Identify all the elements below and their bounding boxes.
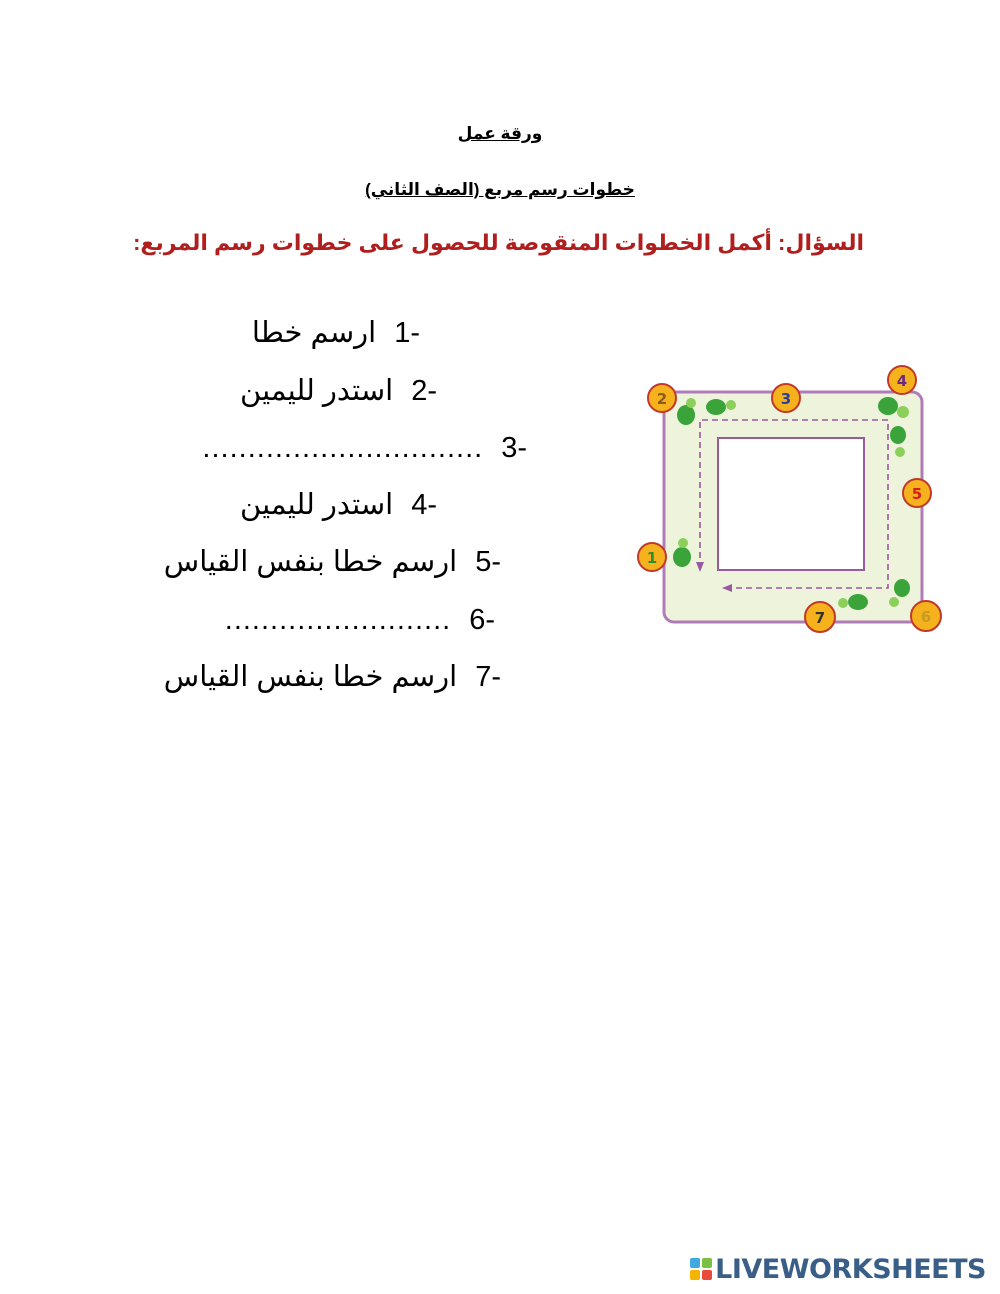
square-path-diagram <box>630 360 950 645</box>
marker-label: 5 <box>911 485 923 503</box>
worksheet-subtitle: خطوات رسم مربع (الصف الثاني) <box>365 180 635 199</box>
liveworksheets-logo-icon <box>690 1258 712 1280</box>
step-number: 3- <box>501 432 527 464</box>
marker-label: 4 <box>896 372 908 390</box>
step-number: 7- <box>475 661 501 693</box>
step-blank[interactable]: ............................... <box>202 432 484 464</box>
step-3[interactable] <box>202 430 527 466</box>
marker-4 <box>888 366 916 394</box>
marker-6 <box>911 601 941 631</box>
marker-label: 3 <box>780 390 792 408</box>
marker-7 <box>805 602 835 632</box>
step-text: ارسم خطا بنفس القياس <box>163 546 458 578</box>
question-text <box>133 230 864 256</box>
step-number: 5- <box>475 546 501 578</box>
step-number: 1- <box>394 317 420 349</box>
step-6[interactable] <box>225 602 495 638</box>
step-number: 2- <box>411 375 437 407</box>
step-text: استدر لليمين <box>240 375 394 407</box>
marker-label: 2 <box>656 390 668 408</box>
marker-1 <box>638 543 666 571</box>
liveworksheets-logo[interactable] <box>690 1252 986 1286</box>
marker-3 <box>772 384 800 412</box>
step-number: 6- <box>469 604 495 636</box>
step-1 <box>252 315 420 351</box>
step-5 <box>164 544 501 580</box>
marker-label: 1 <box>646 549 658 567</box>
worksheet-title: ورقة عمل <box>457 124 543 143</box>
marker-label: 7 <box>814 609 826 627</box>
marker-label: 6 <box>920 608 932 626</box>
step-7 <box>164 659 501 695</box>
logo-text: LIVEWORKSHEETS <box>715 1253 986 1285</box>
marker-5 <box>903 479 931 507</box>
step-text: استدر لليمين <box>240 489 394 521</box>
step-text: ارسم خطا بنفس القياس <box>163 661 458 693</box>
step-text: ارسم خطا <box>251 317 377 349</box>
marker-2 <box>648 384 676 412</box>
question-label: السؤال: أكمل الخطوات المنقوصة للحصول على خطوات رسم المربع: <box>133 230 864 255</box>
step-number: 4- <box>411 489 437 521</box>
step-4 <box>240 487 437 523</box>
inner-square <box>718 438 864 570</box>
step-2 <box>240 373 437 409</box>
step-blank[interactable]: ......................... <box>224 604 452 636</box>
